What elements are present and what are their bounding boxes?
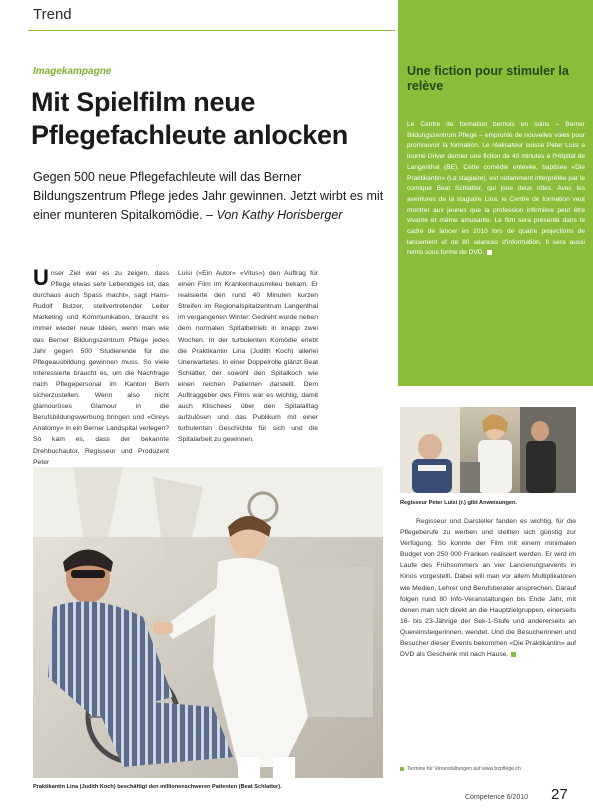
article-lead — [33, 168, 388, 225]
sidebar-body — [407, 120, 585, 259]
article-headline: Mit Spielfilm neue Pflegefachleute anlocken — [31, 87, 348, 150]
end-mark-icon — [511, 652, 516, 657]
footer-publication: Competence 6/2010 — [465, 794, 529, 801]
director-photo — [400, 407, 576, 493]
sidebar-title: Une fiction pour stimuler la relève — [407, 64, 569, 93]
drop-cap: U — [33, 265, 49, 290]
section-label: Trend — [33, 6, 72, 23]
footnote-text: Termine für Veranstaltungen auf www.bzpflege.ch — [407, 766, 521, 772]
footnote — [400, 766, 576, 772]
body-column-3 — [400, 516, 576, 660]
end-mark-icon — [487, 250, 492, 255]
top-rule — [28, 30, 395, 31]
director-photo-illustration — [400, 407, 576, 493]
intern-patient-photo — [33, 467, 383, 778]
director-photo-caption: Regisseur Peter Luisi (r.) gibt Anweisungen. — [400, 500, 517, 506]
body-column-1-text: nser Ziel war es zu zeigen, dass Pflege etwas sehr Lebendiges ist, das durchaus auch Spass macht», sagt Hans-Rudolf Butzer, stellvertretender Leiter Marketing und Kommunikation, braucht es immer wieder neue Ideen, wenn man wie das Berner Bildungszentrum Pflege jedes Jahr gegen 500 Studierende für die Pflegeausbildung gewinnen muss. So viele Interessierte braucht es, um die Nachfrage nach Pflegepersonal im Kanton Bern sicherzustellen. Wenn also nicht glamouröses Glamour in die Berufsbildungswerbung bringen und «Greys Anatomy» in ein Berner Landspital verlegen? So kam es, dass der bekannte Drehbuchautor, Regisseur und Produzent Peter — [33, 270, 169, 466]
sidebar-body-text: Le Centre de formation bernois en soins – Berner Bildungszentrum Pflege – emprunte de nouvelles voies pour promouvoir la formation. Le réalisateur suisse Peter Luisi a tourné Driver dernier une fiction de 40 minutes à l'Hôpital de Langenthal (BE). Cette comédie enlevée, baptisée «Die Praktikantin» (La stagiaire), est notamment interprétée par le comique Beat Schlatter, qui joue deux rôles. Avec les aventures de la stagiaire Lina, le Centre de formation veut montrer aux jeunes que la profession infirmière peut être vivante et même amusante. Le film sera présenté dans le cadre de lancer en 2010 lors de quatre projections de lancement et de 80 séances d'information. Il sera aussi remis sous forme de DVD. — [407, 121, 585, 257]
body-column-3-text: Regisseur und Darsteller fanden es wichtig, für die Pflegeberufe zu werben und stellten sich günstig zur Verfügung. So konnte der Film mit einem minimalen Budget von 250 000 Franken realisiert werden. Er wird im Laufe des Frühsommers an vier Lancierungsevents in Kinos vorgestellt. Dabei will man vor allem Multiplikatoren wie Medien, Lehrer und Berufsberater ansprechen. Darauf folgen rund 80 Info-Veranstaltungen bis Ende Jahr, mit denen man sich direkt an die Hauptzielgruppen, einerseits 16- bis 23-Jährige der Sek-1-Stufe und andererseits an Quereinsteigerinnen, wendet. Und die Besucherinnen und Besucher dieser Events bekommen «Die Praktikantin» auf DVD als Geschenk mit nach Hause. — [400, 518, 576, 659]
body-column-1 — [33, 265, 169, 468]
lead-text: Gegen 500 neue Pflegefachleute will das Berner Bildungszentrum Pflege jedes Jahr gewinnen. Jetzt wirbt es mit einer munteren Spitalkomödie. – — [33, 170, 384, 222]
body-column-2: Luisi («Ein Autor» «Vitus») den Auftrag für einen Film im Krankenhausmilieu bekam. Er realisierte den rund 40 Minuten kurzen Streifen im Regionalspitalzentrum Langenthal im vergangenen Winter. Gedreht wurde neben dem normalen Spitalbetrieb in knapp zwei Wochen. In der turbulenten Komödie erlebt die Praktikantin Lina (Judith Koch) allerlei Unerwartetes. In einer Doppelrolle glänzt Beat Schlatter, der sowohl den Spitalkoch wie einen reichen Patienten darstellt. Dem Auftraggeber des Films war es wichtig, damit auch Klischees über den Spitalalltag aufzulösen und das Publikum mit einer turbulenten Geschichte für sich und die Spitalarbeit zu gewinnen. — [178, 270, 318, 444]
article-kicker: Imagekampagne — [33, 66, 112, 77]
page-number: 27 — [551, 786, 568, 803]
article-author: Von Kathy Horisberger — [216, 208, 343, 222]
intern-patient-photo-caption: Praktikantin Lina (Judith Koch) beschäftigt den millionenschweren Patienten (Beat Schlatter). — [33, 784, 282, 790]
intern-patient-photo-illustration — [33, 467, 383, 778]
square-bullet-icon — [400, 767, 404, 771]
